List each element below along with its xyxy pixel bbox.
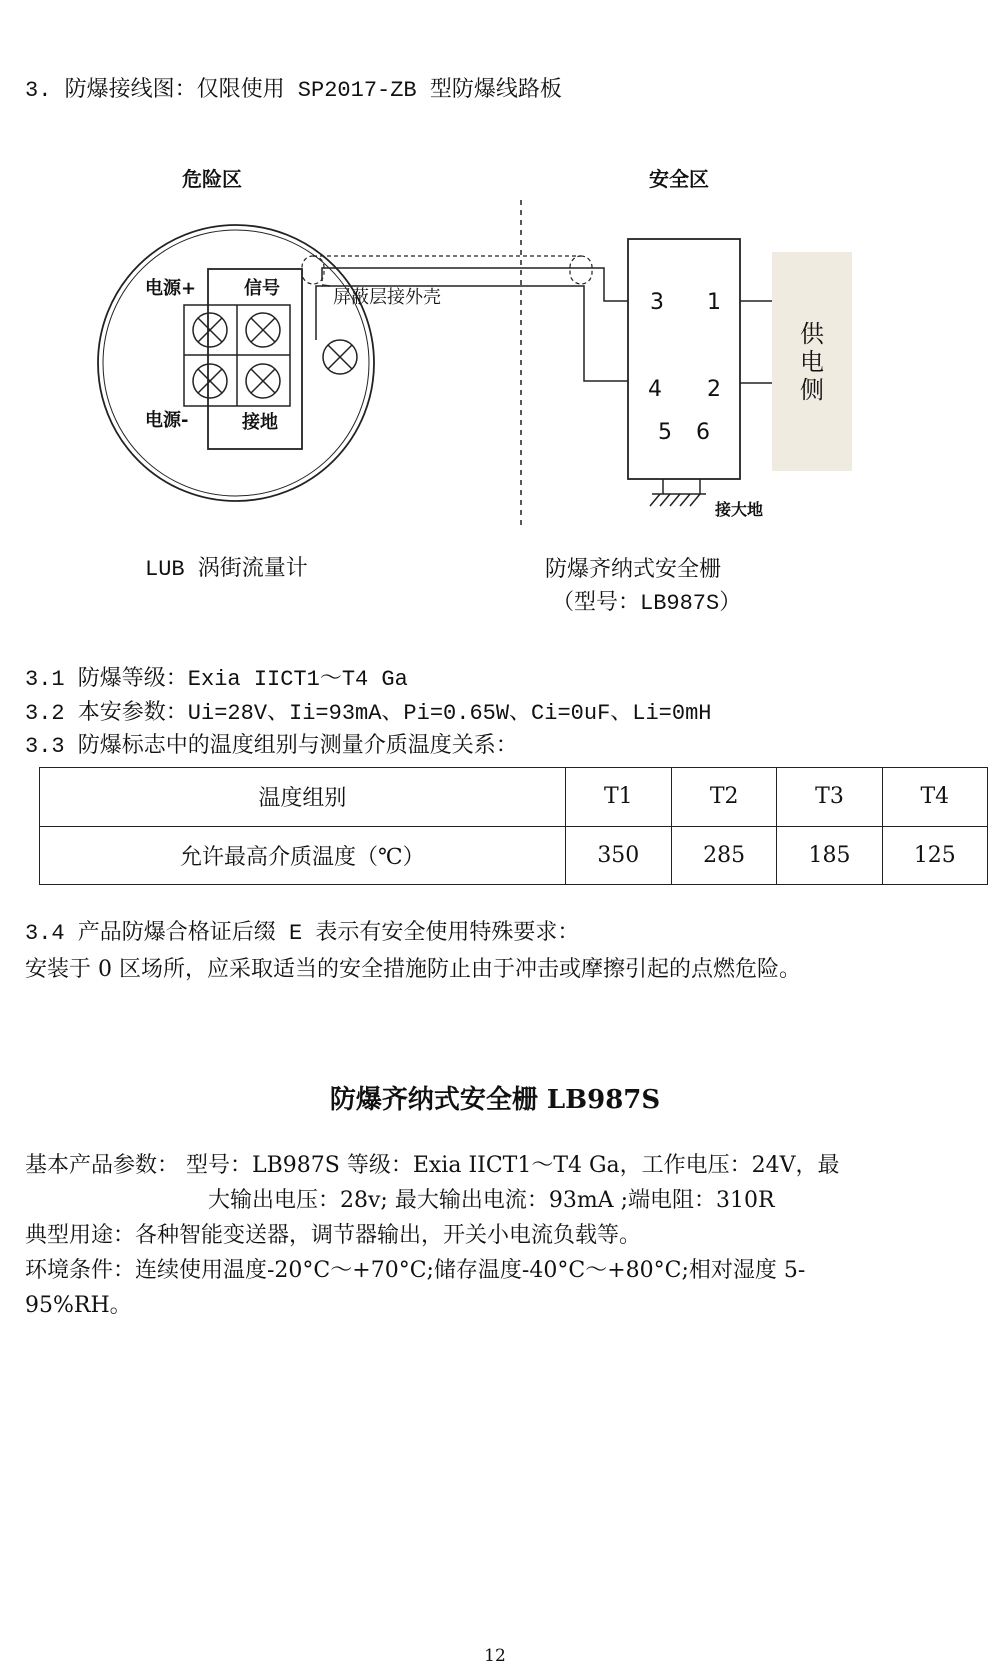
screw-terminal-icon bbox=[246, 313, 280, 347]
label-power-minus: 电源- bbox=[145, 410, 189, 431]
table-cell: T4 bbox=[882, 768, 987, 827]
label-ground: 接地 bbox=[242, 412, 278, 433]
table-header-row bbox=[40, 768, 988, 827]
spec-line: 3.2 本安参数：Ui=28V、Ii=93mA、Pi=0.65W、Ci=0uF、Li=0mH bbox=[25, 701, 712, 726]
terminal-6: 6 bbox=[696, 420, 710, 445]
table-cell: 温度组别 bbox=[40, 768, 566, 827]
params-line: 基本产品参数： 型号：LB987S 等级：Exia IICT1～T4 Ga，工作电压：24V，最 bbox=[25, 1153, 840, 1178]
supply-wire bbox=[740, 301, 772, 383]
screw-terminal-icon bbox=[193, 313, 227, 347]
table-row bbox=[40, 826, 988, 885]
caption-barrier: 防爆齐纳式安全栅 bbox=[545, 557, 722, 582]
shield-screw-icon bbox=[323, 340, 357, 374]
terminal-1: 1 bbox=[707, 290, 721, 315]
terminal-4: 4 bbox=[648, 377, 662, 402]
barrier-box bbox=[628, 239, 740, 479]
supply-side-char: 电 bbox=[800, 348, 824, 376]
spec-line: 3.1 防爆等级：Exia IICT1～T4 Ga bbox=[25, 667, 408, 692]
table-cell: 285 bbox=[671, 826, 776, 885]
barrier-title: 防爆齐纳式安全栅 LB987S bbox=[329, 1085, 661, 1115]
table-cell: T3 bbox=[777, 768, 882, 827]
wiring-diagram bbox=[0, 0, 990, 620]
params-line: 环境条件：连续使用温度-20°C～+70°C;储存温度-40°C～+80°C;相对湿度 5- bbox=[25, 1258, 806, 1283]
meter-housing bbox=[98, 225, 374, 501]
label-power-plus: 电源+ bbox=[145, 278, 197, 299]
temperature-table bbox=[39, 767, 988, 885]
caption-barrier-model: （型号：LB987S） bbox=[552, 591, 742, 616]
params-line: 大输出电压：28v; 最大输出电流：93mA ;端电阻：310R bbox=[208, 1188, 775, 1213]
screw-terminal-icon bbox=[246, 364, 280, 398]
table-cell: 185 bbox=[777, 826, 882, 885]
earth-ground-icon bbox=[650, 479, 706, 506]
table-cell: 350 bbox=[565, 826, 671, 885]
terminal-2: 2 bbox=[707, 377, 721, 402]
label-earth: 接大地 bbox=[715, 500, 764, 519]
table-cell: T2 bbox=[671, 768, 776, 827]
page-number: 12 bbox=[484, 1646, 506, 1666]
params-line: 典型用途：各种智能变送器，调节器输出，开关小电流负载等。 bbox=[25, 1223, 642, 1248]
terminal-3: 3 bbox=[650, 290, 664, 315]
supply-side-char: 侧 bbox=[800, 376, 824, 404]
zone-hazard-label: 危险区 bbox=[182, 167, 242, 191]
terminal-5: 5 bbox=[658, 420, 672, 445]
label-signal: 信号 bbox=[244, 278, 280, 299]
note-heading: 3.4 产品防爆合格证后缀 E 表示有安全使用特殊要求： bbox=[25, 921, 580, 946]
label-shield: 屏蔽层接外壳 bbox=[333, 287, 441, 308]
note-body: 安装于 0 区场所，应采取适当的安全措施防止由于冲击或摩擦引起的点燃危险。 bbox=[25, 957, 801, 982]
supply-side-char: 供 bbox=[800, 320, 824, 348]
table-cell: 允许最高介质温度（℃） bbox=[40, 826, 566, 885]
table-cell: T1 bbox=[565, 768, 671, 827]
screw-terminal-icon bbox=[193, 364, 227, 398]
caption-meter: LUB 涡街流量计 bbox=[145, 557, 308, 582]
params-line: 95%RH。 bbox=[25, 1293, 132, 1318]
spec-line: 3.3 防爆标志中的温度组别与测量介质温度关系： bbox=[25, 734, 518, 759]
table-cell: 125 bbox=[882, 826, 987, 885]
section-heading: 3. 防爆接线图：仅限使用 SP2017-ZB 型防爆线路板 bbox=[25, 78, 562, 103]
zone-safe-label: 安全区 bbox=[649, 167, 709, 191]
